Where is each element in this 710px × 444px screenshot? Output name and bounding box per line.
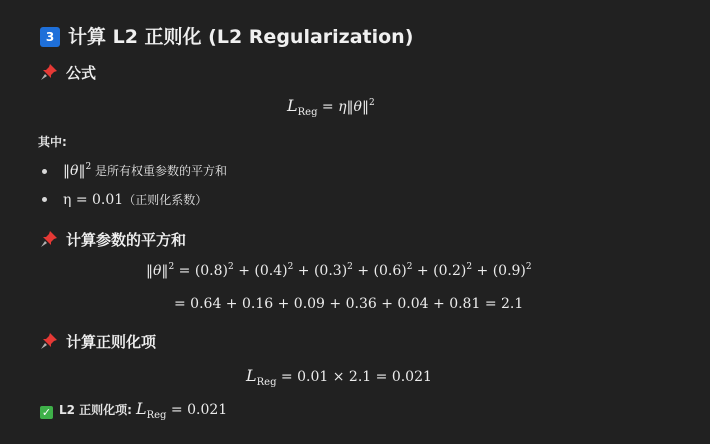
formula-main — [287, 96, 375, 118]
sum-line-1: ‖θ‖$^2$ = $(0.8)^2 + (0.4)^2 + (0.3)^2 + (0.6)^2 + (0.2)^2 + (0.9)^2$ — [146, 262, 532, 279]
eta-value: η = 0.01 — [63, 192, 124, 208]
theta-symbol: θ — [353, 99, 362, 115]
where-item-1-text: 是所有权重参数的平方和 — [91, 164, 227, 178]
term: (0.8) — [194, 263, 229, 279]
pushpin-icon — [40, 230, 58, 248]
exponent: 2 — [287, 262, 294, 272]
where-item-1 — [63, 160, 227, 179]
loss-subscript: Reg — [256, 377, 277, 388]
result-value: = 0.021 — [166, 402, 228, 418]
loss-subscript: Reg — [146, 410, 167, 421]
section-formula-heading — [40, 62, 96, 83]
section-formula-title: 公式 — [66, 64, 97, 82]
theta-symbol: θ — [70, 163, 79, 179]
exponent: 2 — [228, 262, 234, 272]
section-reg-heading — [40, 331, 156, 352]
norm-theta: ‖θ‖ — [146, 263, 169, 279]
bullet-dot — [42, 197, 47, 202]
number-3-icon: 3 — [40, 27, 60, 47]
bullet-dot — [42, 169, 47, 174]
exponent: 2 — [85, 162, 92, 172]
loss-symbol: L — [246, 366, 257, 385]
exponent: 2 — [347, 262, 353, 272]
norm-close: ‖ — [361, 99, 369, 115]
term: (0.4) — [254, 263, 288, 279]
result-label: L2 正则化项: — [59, 403, 132, 417]
pushpin-icon — [40, 332, 58, 350]
eta-symbol: η — [338, 99, 347, 115]
exponent: 2 — [466, 262, 473, 272]
reg-equation — [246, 366, 432, 388]
norm-open: ‖ — [346, 99, 354, 115]
term: (0.6) — [373, 263, 407, 279]
section-sum-title: 计算参数的平方和 — [66, 231, 187, 249]
section-reg-title: 计算正则化项 — [66, 333, 157, 351]
loss-symbol: L — [135, 399, 147, 418]
loss-subscript: Reg — [297, 107, 318, 118]
term: (0.2) — [433, 263, 467, 279]
exponent: 2 — [368, 98, 375, 108]
exponent: 2 — [168, 262, 175, 272]
where-label: 其中: — [38, 135, 67, 149]
loss-symbol: L — [287, 96, 298, 115]
equals: = — [317, 99, 339, 115]
result-line — [40, 399, 227, 419]
title-text: 计算 L2 正则化 (L2 Regularization) — [68, 26, 414, 48]
page-title — [40, 22, 413, 49]
term: (0.9) — [492, 263, 526, 279]
norm-open: ‖ — [63, 163, 70, 179]
term: (0.3) — [313, 263, 348, 279]
section-sum-heading — [40, 229, 186, 250]
pushpin-icon — [40, 63, 58, 81]
norm-close: ‖ — [78, 163, 86, 179]
exponent: 2 — [406, 262, 413, 272]
sum-line-2: = 0.64 + 0.16 + 0.09 + 0.36 + 0.04 + 0.81 = 2.1 — [174, 296, 524, 312]
reg-rhs: = 0.01 × 2.1 = 0.021 — [276, 369, 432, 385]
check-icon: ✓ — [41, 406, 52, 419]
exponent: 2 — [525, 262, 532, 272]
where-item-2-text: （正则化系数） — [123, 193, 208, 207]
where-item-2 — [63, 189, 207, 208]
